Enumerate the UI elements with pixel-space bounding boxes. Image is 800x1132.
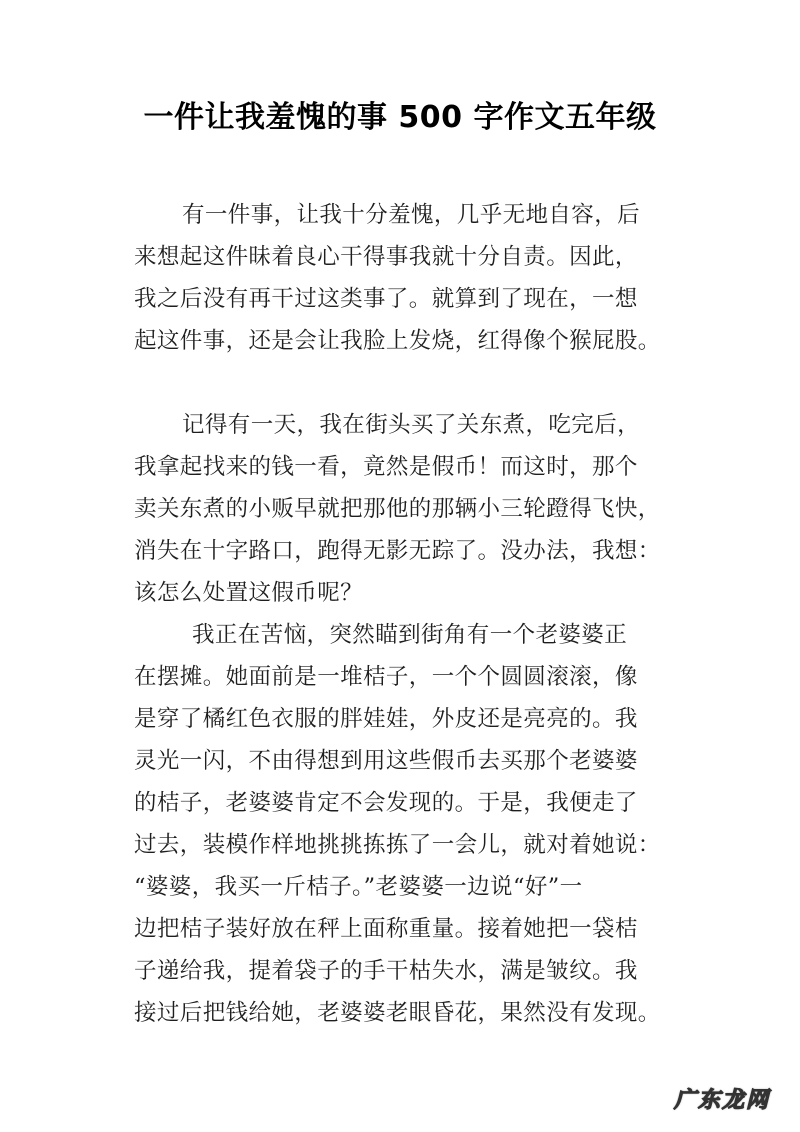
paragraph-line: 来想起这件昧着良心干得事我就十分自责。因此， xyxy=(134,244,638,270)
paragraph-line: 消失在十字路口，跑得无影无踪了。没办法，我想： xyxy=(134,538,661,564)
paragraph-line: 过去，装模作样地挑挑拣拣了一会儿，就对着她说： xyxy=(134,832,661,858)
paragraph-line: 子递给我，提着袋子的手干枯失水，满是皱纹。我 xyxy=(134,958,638,984)
paragraph-line: 起这件事，还是会让我脸上发烧，红得像个猴屁股。 xyxy=(134,328,661,354)
paragraph-line: “婆婆，我买一斤桔子。”老婆婆一边说“好”一 xyxy=(134,874,583,900)
paragraph-line: 记得有一天，我在街头买了关东煮，吃完后， xyxy=(182,412,641,438)
paragraph-line: 边把桔子装好放在秤上面称重量。接着她把一袋桔 xyxy=(134,916,638,942)
paragraph-line: 在摆摊。她面前是一堆桔子，一个个圆圆滚滚，像 xyxy=(134,664,638,690)
paragraph-line: 我正在苦恼，突然瞄到街角有一个老婆婆正 xyxy=(192,622,628,648)
paragraph-line: 该怎么处置这假币呢？ xyxy=(134,580,364,606)
site-watermark: 广东龙网 xyxy=(673,1088,770,1113)
essay-title: 一件让我羞愧的事 500 字作文五年级 xyxy=(143,100,657,135)
paragraph-line: 有一件事，让我十分羞愧，几乎无地自容，后 xyxy=(182,202,641,228)
paragraph-line: 的桔子，老婆婆肯定不会发现的。于是，我便走了 xyxy=(134,790,638,816)
paragraph-line: 卖关东煮的小贩早就把那他的那辆小三轮蹬得飞快， xyxy=(134,496,661,522)
paragraph-line: 我之后没有再干过这类事了。就算到了现在，一想 xyxy=(134,286,638,312)
paragraph-line: 是穿了橘红色衣服的胖娃娃，外皮还是亮亮的。我 xyxy=(134,706,638,732)
paragraph-line: 我拿起找来的钱一看，竟然是假币！而这时，那个 xyxy=(134,454,638,480)
paragraph-line: 灵光一闪，不由得想到用这些假币去买那个老婆婆 xyxy=(134,748,638,774)
paragraph-line: 接过后把钱给她，老婆婆老眼昏花，果然没有发现。 xyxy=(134,1000,661,1026)
